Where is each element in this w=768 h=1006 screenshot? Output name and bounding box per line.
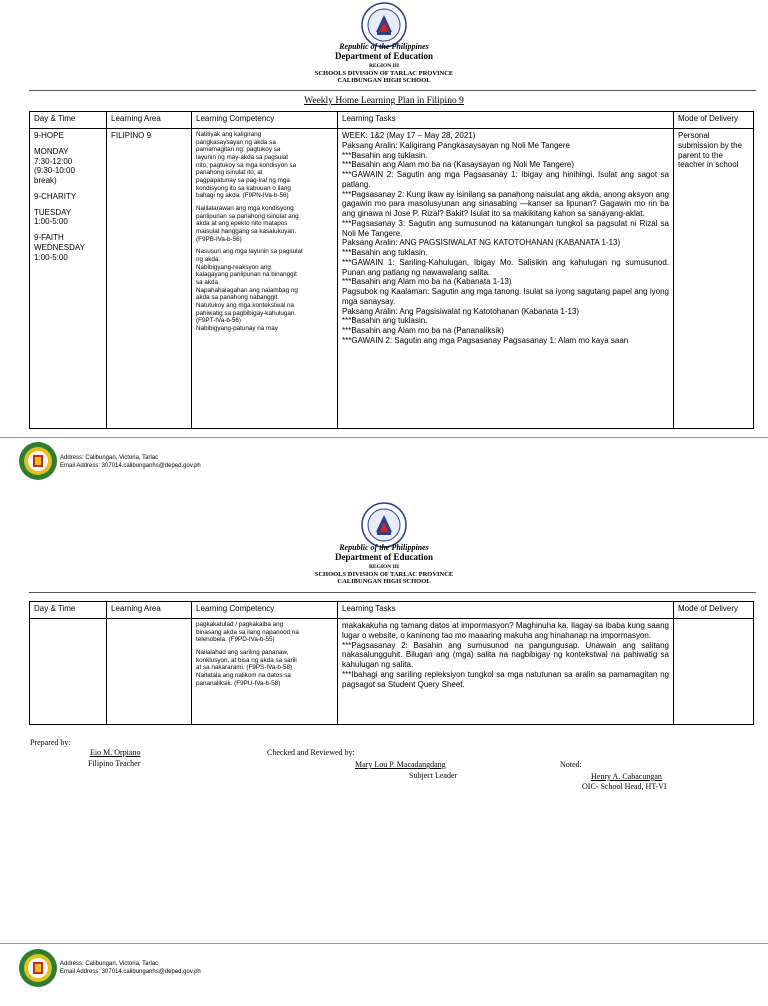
col-header-mode: Mode of Delivery (674, 602, 754, 619)
col-header-learning-area: Learning Area (107, 602, 192, 619)
col-header-mode: Mode of Delivery (674, 112, 754, 129)
competency-line: ng akda. (196, 256, 221, 264)
day-line: (9:30-10:00 (34, 166, 75, 176)
competency-line: Naiilalarawan ang mga kondisyong (196, 205, 294, 213)
region-text: REGION III (368, 63, 400, 69)
competency-line: (F9PT-IVa-b-56) (196, 317, 242, 325)
tasks-cell (338, 619, 674, 725)
mode-of-delivery-cell: Personal submission by the parent to the teacher in school (674, 129, 754, 429)
day-line: 1:00-5:00 (34, 252, 68, 262)
checked-by-name: Mary Lou P. Macadangdang (355, 760, 446, 769)
footer-divider (0, 437, 768, 438)
letterhead (0, 43, 768, 85)
header-divider (29, 90, 756, 91)
competency-line: Nasusuri ang mga layunin sa pagsulat (196, 248, 303, 256)
competency-line: maisulat hanggang sa kasalukuyan. (196, 228, 297, 236)
department-text: Department of Education (335, 552, 433, 562)
plan-title: Weekly Home Learning Plan in Filipino 9 (304, 96, 464, 106)
table-header-row (30, 602, 754, 619)
competency-line: layunin ng may-akda sa pagsulat (196, 154, 289, 162)
deped-seal-icon (361, 502, 407, 548)
learning-area-cell: FILIPINO 9 (107, 129, 192, 429)
table-header-row (30, 112, 754, 129)
col-header-competency: Learning Competency (192, 112, 338, 129)
header-divider (29, 592, 756, 593)
task-line: ***Pagsasanay 2: Kung ikaw ay isinilang sa panahong naisulat ang akda, anong aksyon ang gagawin mo para masolusyunan ang sinasabing —kanser sa lipunan? Gagawin mo rin ba ang ginawa ni Jose P. Rizal? Bakit? Isulat ito sa makikitang kahon sa sanayang-aklat. (342, 189, 669, 218)
prepared-by-role: Filipino Teacher (88, 759, 141, 768)
competency-line: pagpapatunay sa pag-iral ng mga (196, 177, 290, 185)
school-text: CALIBUNGAN HIGH SCHOOL (337, 578, 431, 585)
competency-line: Nabibigyang-reaksyon ang (196, 263, 271, 271)
learning-area-cell (107, 619, 192, 725)
task-line: Paksang Aralin: Kaligirang Pangkasaysayan ng Noli Me Tangere (342, 140, 570, 150)
task-line: ***Basahin ang tuklasin. (342, 316, 428, 326)
learning-plan-table (29, 601, 754, 725)
competency-line: akda sa panahong nabanggit. (196, 294, 279, 302)
republic-text: Republic of the Philippines (339, 42, 429, 51)
region-text: REGION III (368, 564, 400, 570)
col-header-learning-area: Learning Area (107, 112, 192, 129)
competency-line: nito; pagtukoy sa mga kondisyon sa (196, 161, 297, 169)
footer-address-block (60, 455, 201, 471)
division-text: SCHOOLS DIVISION OF TARLAC PROVINCE (314, 69, 454, 77)
footer-email: Email Address: 307014.calibunganhs@deped.gov.ph (60, 462, 201, 469)
competency-line: (F9PB-IVa-b-56) (196, 235, 242, 243)
school-logo-icon (18, 441, 58, 481)
task-line: ***GAWAIN 2: Sagutin ang mga Pagsasanay 1: Ibigay ang hinihingi. Isulat ang sagot sa patlang. (342, 170, 669, 189)
competency-cell (192, 619, 338, 725)
competency-line: Natitiyak ang kaligirang (196, 131, 262, 138)
competency-line: panlipunan sa panahong isinulat ang (196, 212, 299, 220)
competency-line: panahong isinulat ito; at (196, 169, 263, 177)
task-line: ***Ibahagi ang sariling repleksiyon tungkol sa mga natutunan sa aralin sa pamamagitan ng pagsagot sa Student Query Sheet. (342, 669, 669, 689)
task-line: ***Basahin ang Alam mo ba na (Kasaysayan ng Noli Me Tangere) (342, 160, 574, 170)
col-header-day-time: Day & Time (30, 112, 107, 129)
competency-line: pahiwatig sa pagbibigay-kahulugan. (196, 309, 297, 317)
table-row (30, 129, 754, 429)
col-header-tasks: Learning Tasks (338, 602, 674, 619)
task-line: makakakuha ng tamang datos at impormasyon? Maghinuha ka. Ilagay sa ibaba kung saang lugar o website, o kaninong tao mo maaaring makuha ang hinahanap na impormasyon. (342, 621, 669, 640)
day-line: WEDNESDAY (34, 242, 85, 252)
task-line: ***Basahin ang Alam mo ba na (Kabanata 1-13) (342, 277, 512, 287)
noted-by-role: OIC- School Head, HT-VI (582, 782, 667, 791)
competency-line: telenobela. (F9PD-IVa-b-55) (196, 636, 275, 644)
day-time-cell (30, 129, 107, 429)
task-line: ***Basahin ang tuklasin. (342, 150, 428, 160)
footer-address: Address: Calibungan, Victoria, Tarlac (60, 455, 159, 461)
footer-divider (0, 943, 768, 944)
competency-line: konklusyon, at bisa ng akda sa sarili (196, 656, 297, 664)
day-line: 9-FAITH (34, 233, 64, 242)
checked-by-label: Checked and Reviewed by: (267, 748, 355, 757)
republic-text: Republic of the Philippines (339, 543, 429, 552)
day-line: 9-CHARITY (34, 191, 77, 201)
prepared-by-label: Prepared by: (30, 738, 71, 747)
competency-line: binasang akda sa ilang napanood na (196, 628, 299, 636)
col-header-tasks: Learning Tasks (338, 112, 674, 129)
task-line: Pagsubok ng Kaalaman: Sagutin ang mga tanong. Isulat sa iyong sagutang papel ang iyong mga sanaysay. (342, 287, 669, 306)
letterhead (0, 544, 768, 586)
competency-line: at sa nakararami. (F9PS-IVa-b-58) (196, 664, 293, 672)
competency-line: Naitatala ang nalikom na datos sa (196, 672, 291, 680)
competency-line: kondisyong ito sa kabuuan o ilang (196, 184, 291, 192)
competency-cell (192, 129, 338, 429)
competency-line: Napahahalagahan ang naiambag ng (196, 286, 298, 294)
task-line: WEEK: 1&2 (May 17 – May 28, 2021) (342, 131, 476, 140)
competency-line: pamamagitan ng: pagtukoy sa (196, 146, 281, 154)
task-line: ***GAWAIN 1: Sariling-Kahulugan, Ibigay Mo. Salisikin ang kahulugan ng sumusunod. Punan ang patlang ng nawawalang salita. (342, 257, 669, 277)
division-text: SCHOOLS DIVISION OF TARLAC PROVINCE (314, 570, 454, 578)
task-line: ***Basahin ang tuklasin. (342, 248, 428, 257)
competency-line: Nailalahad ang sariling pananaw, (196, 649, 289, 657)
task-line: Paksang Aralin: Ang Pagsisiwalat ng Katotohanan (Kabanata 1-13) (342, 306, 580, 316)
table-row (30, 619, 754, 725)
task-line: ***Basahin ang Alam mo ba na (Pananaliksik) (342, 326, 504, 335)
learning-plan-table (29, 111, 754, 429)
department-text: Department of Education (335, 51, 433, 61)
day-line: MONDAY (34, 146, 69, 156)
noted-by-label: Noted: (560, 760, 582, 769)
day-line: TUESDAY (34, 207, 72, 217)
day-line: 9-HOPE (34, 131, 64, 140)
competency-line: bahagi ng akda. (F9PN-IVa-b-56) (196, 192, 289, 200)
col-header-competency: Learning Competency (192, 602, 338, 619)
competency-line: kalagayang panlipunan na binanggit (196, 271, 297, 279)
prepared-by-name: Eio M. Orpiano (90, 748, 141, 757)
school-logo-icon (18, 948, 58, 988)
day-line: 1:00-5:00 (34, 217, 68, 227)
competency-line: pananaliksik. (F9PU-IVa-b-58) (196, 679, 281, 687)
task-line: ***Pagsasanay 3: Sagutin ang sumusunod na katanungan tungkol sa pagsulat ni Rizal sa Noli Me Tangere. (342, 218, 669, 238)
competency-line: pagkakatulad / pagkakaiba ang (196, 621, 284, 628)
competency-line: akda at ang epekto nito matapos (196, 220, 288, 228)
task-line: ***Pagsasanay 2: Basahin ang sumusunod na pangungusap. Unawain ang salitang nakasalungguhit. Bilugan ang (mga) salita na nagbibigay ng kontekstwal na pahiwatig sa kahulugan ng salita. (342, 640, 669, 669)
footer-address: Address: Calibungan, Victoria, Tarlac (60, 961, 159, 967)
day-time-cell (30, 619, 107, 725)
checked-by-role: Subject Leader (409, 771, 458, 780)
noted-by-name: Henry A. Cabacungan (591, 772, 662, 781)
competency-line: pangkasaysayan ng akda sa (196, 138, 276, 146)
tasks-cell (338, 129, 674, 429)
task-line: Paksang Aralin: ANG PAGSISIWALAT NG KATOTOHANAN (KABANATA 1-13) (342, 238, 621, 248)
school-text: CALIBUNGAN HIGH SCHOOL (337, 77, 431, 84)
competency-line: Natutukoy ang mga kontekstwal na (196, 302, 295, 310)
competency-line: sa akda. (196, 279, 220, 287)
footer-address-block (60, 961, 201, 977)
day-line: break) (34, 176, 57, 185)
footer-email: Email Address: 307014.calibunganhs@deped.gov.ph (60, 968, 201, 975)
mode-of-delivery-cell (674, 619, 754, 725)
task-line: ***GAWAIN 2: Sagutin ang mga Pagsasanay Pagsasanay 1: Alam mo kaya saan (342, 335, 629, 345)
competency-line: Nabibigyang-patunay na may (196, 325, 278, 333)
day-line: 7:30-12:00 (34, 156, 73, 166)
col-header-day-time: Day & Time (30, 602, 107, 619)
